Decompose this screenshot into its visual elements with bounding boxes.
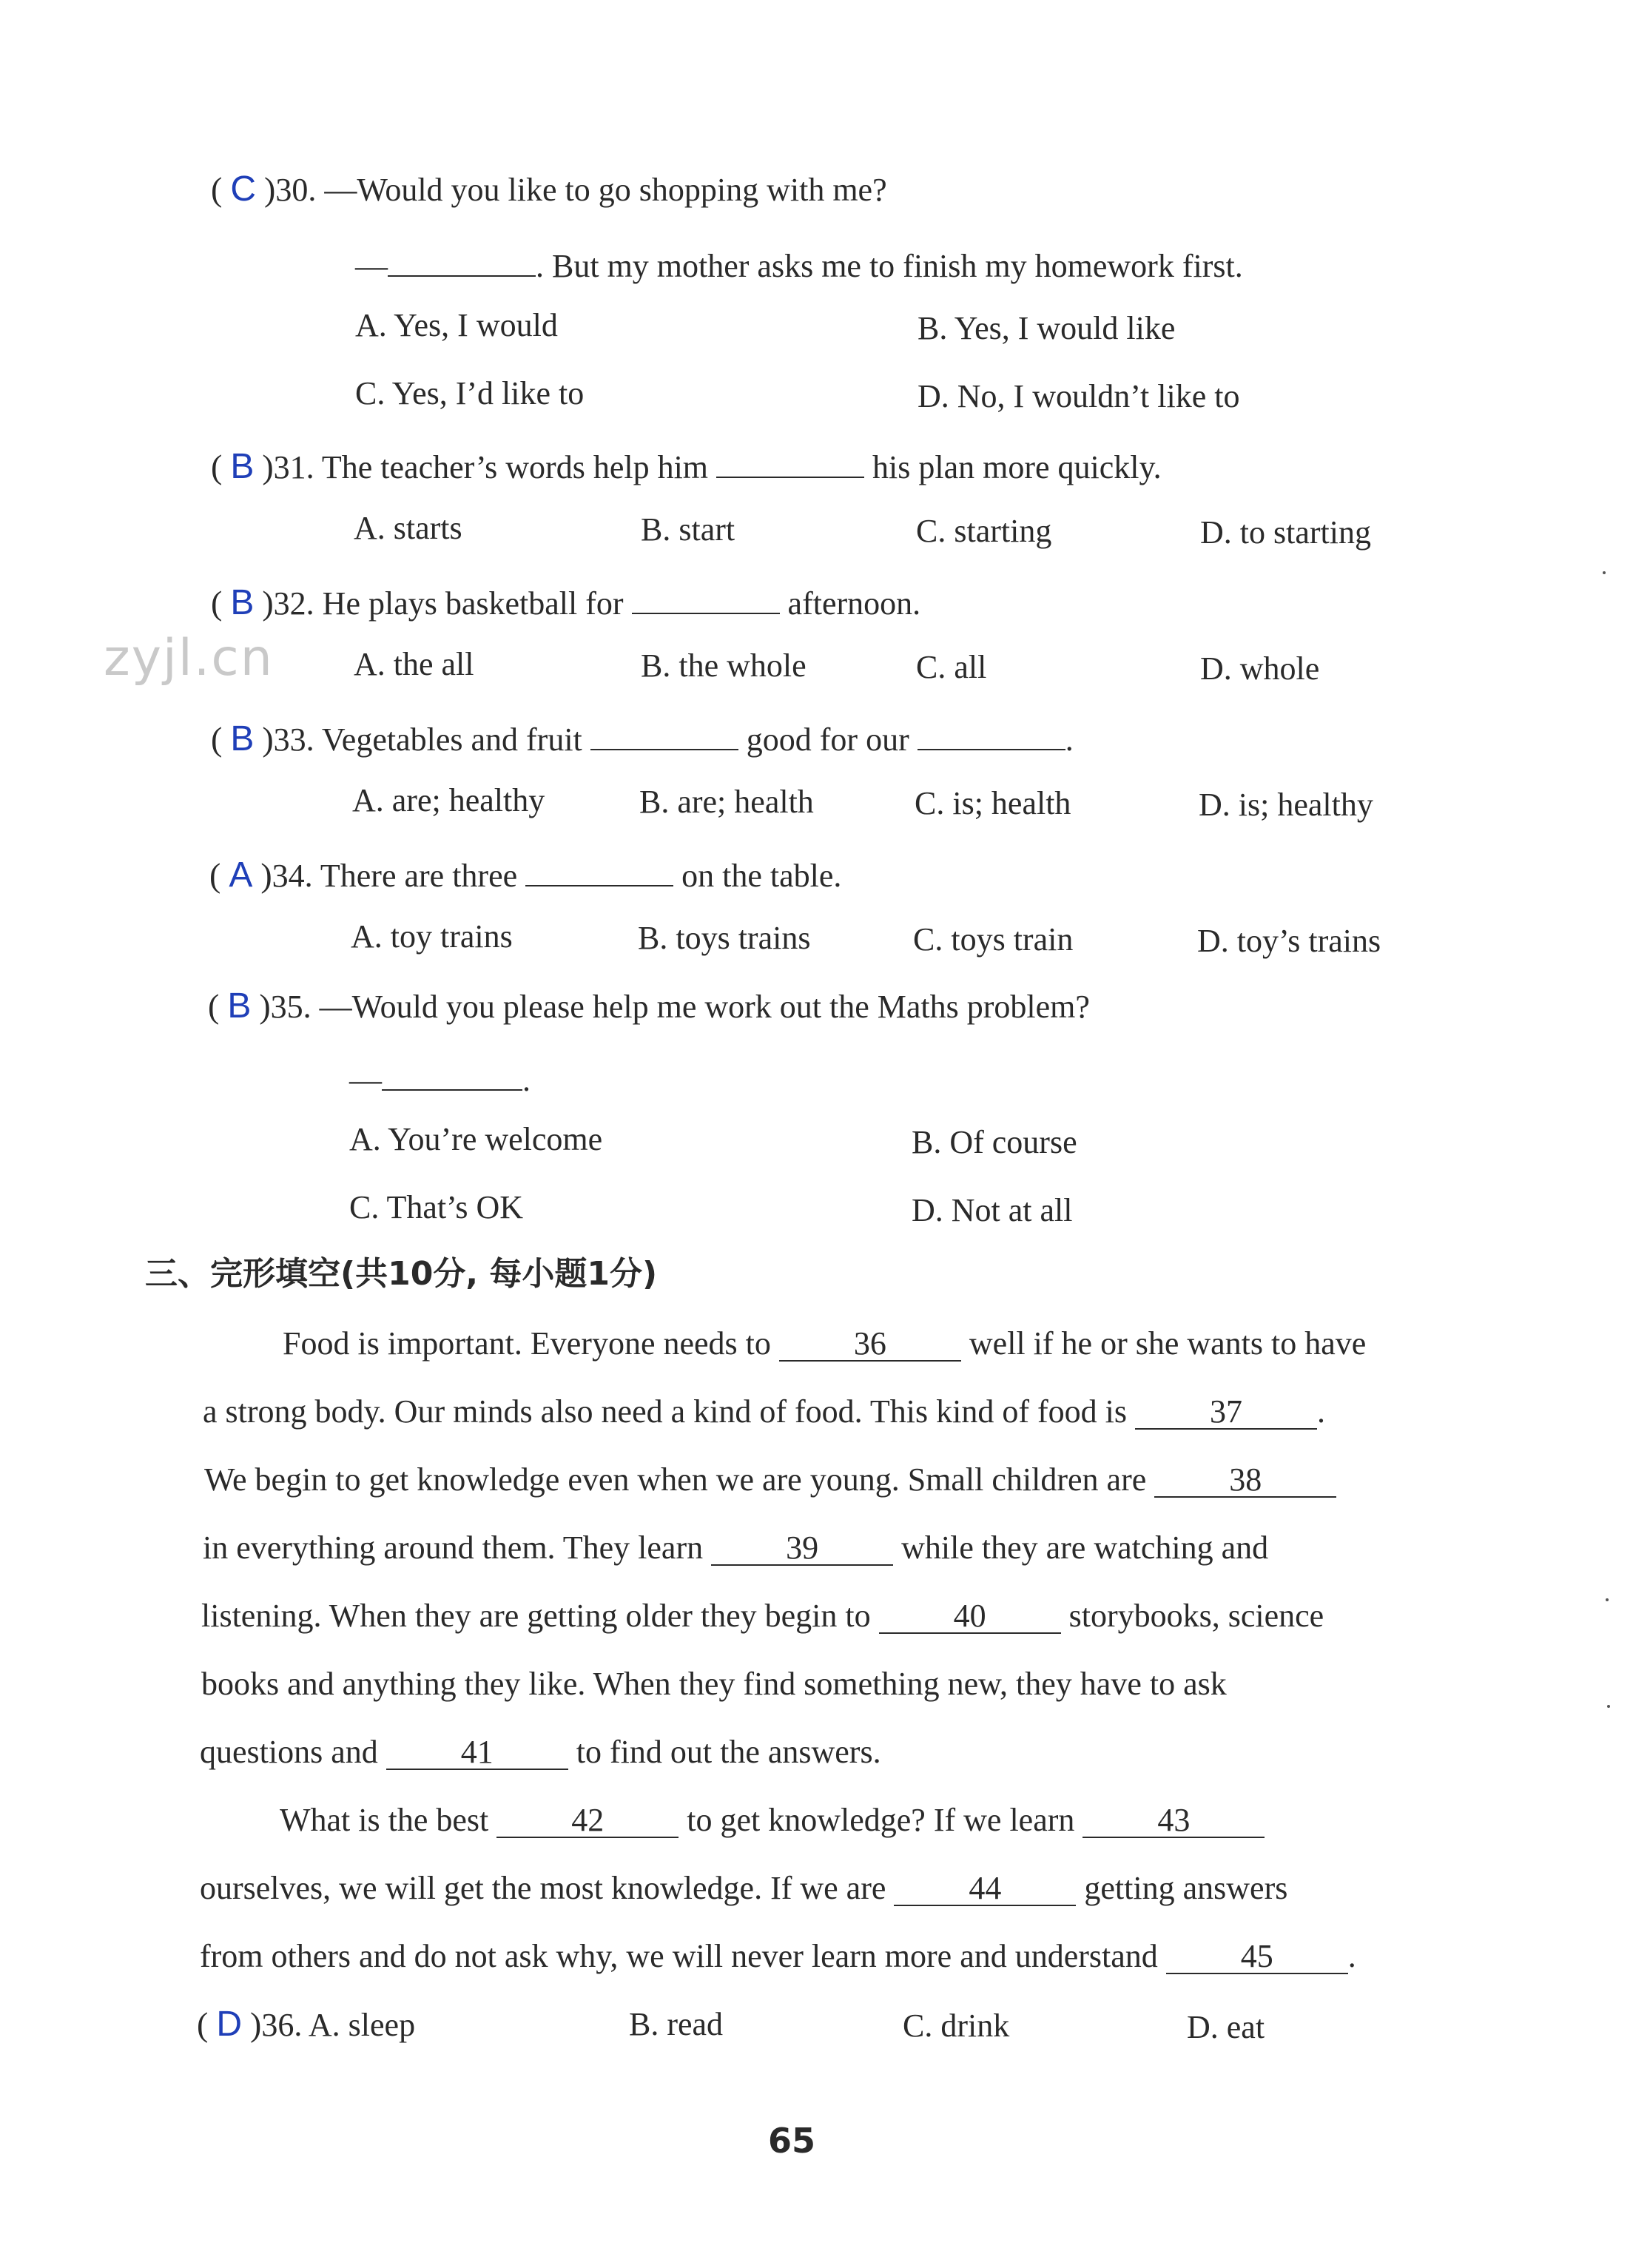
option-c: C. all: [916, 649, 987, 685]
option-d: D. toy’s trains: [1197, 923, 1381, 959]
answer-blank: [382, 1057, 522, 1091]
cloze-blank-45: 45: [1166, 1940, 1348, 1974]
passage-line: listening. When they are getting older they begin to 40 storybooks, science: [201, 1598, 1324, 1634]
option-b: B. toys trains: [638, 920, 811, 956]
question-34: ( A )34. There are three on the table.: [209, 852, 841, 893]
passage-line: books and anything they like. When they find something new, they have to ask: [201, 1666, 1227, 1702]
option-a: A. toy trains: [351, 918, 513, 955]
answer-blank: [388, 243, 536, 277]
cloze-blank-41: 41: [386, 1736, 568, 1770]
question-number: 36.: [261, 2007, 303, 2043]
question-36: ( D )36. A. sleep: [197, 2005, 416, 2044]
passage-line: in everything around them. They learn 39 while they are watching and: [203, 1530, 1269, 1566]
option-c: C. drink: [903, 2008, 1010, 2044]
option-b: B. Of course: [912, 1124, 1077, 1160]
option-a: A. You’re welcome: [349, 1121, 603, 1157]
answer-32: B: [230, 583, 255, 622]
cloze-blank-36: 36: [779, 1328, 961, 1362]
answer-blank: [525, 852, 673, 886]
watermark: zyjl.cn: [104, 629, 274, 687]
passage-line: We begin to get knowledge even when we are young. Small children are 38: [204, 1464, 1336, 1498]
cloze-blank-40: 40: [879, 1600, 1061, 1634]
answer-blank: [716, 444, 864, 478]
option-a: A. starts: [354, 510, 462, 546]
question-33: ( B )33. Vegetables and fruit good for our .: [211, 716, 1074, 757]
option-b: B. read: [629, 2006, 724, 2042]
answer-36: D: [216, 2005, 242, 2044]
cloze-blank-37: 37: [1135, 1396, 1317, 1430]
scan-speck: [1606, 1598, 1609, 1601]
cloze-blank-44: 44: [894, 1872, 1076, 1906]
cloze-blank-38: 38: [1154, 1464, 1336, 1498]
option-b: B. are; health: [639, 784, 814, 820]
option-d: D. whole: [1200, 650, 1320, 687]
passage-line: Food is important. Everyone needs to 36 well if he or she wants to have: [283, 1325, 1367, 1362]
option-a: A. Yes, I would: [355, 307, 558, 343]
answer-35: B: [227, 986, 252, 1026]
question-30-line2: — . But my mother asks me to finish my homework first.: [355, 243, 1243, 283]
question-number: 31.: [273, 449, 314, 485]
option-d: D. eat: [1187, 2009, 1265, 2045]
answer-31: B: [230, 447, 255, 486]
passage-line: a strong body. Our minds also need a kind of food. This kind of food is 37 .: [203, 1393, 1325, 1430]
question-35-line2: — .: [349, 1057, 531, 1097]
question-number: 34.: [272, 858, 313, 894]
option-b: B. Yes, I would like: [917, 310, 1176, 346]
cloze-blank-42: 42: [496, 1804, 679, 1838]
cloze-blank-39: 39: [711, 1532, 893, 1566]
scan-speck: [1607, 1705, 1610, 1708]
option-a: A. sleep: [308, 2007, 416, 2043]
option-d: D. No, I wouldn’t like to: [917, 378, 1240, 414]
option-b: B. start: [641, 511, 735, 548]
answer-blank: [590, 716, 738, 750]
answer-blank: [917, 716, 1065, 750]
question-35: ( B )35. —Would you please help me work out the Maths problem?: [208, 986, 1090, 1026]
answer-34: A: [229, 855, 253, 895]
question-number: 33.: [273, 721, 314, 758]
option-b: B. the whole: [641, 647, 807, 684]
option-d: D. Not at all: [912, 1192, 1073, 1228]
question-text: —Would you like to go shopping with me?: [324, 172, 887, 208]
passage-line: What is the best 42 to get knowledge? If we learn 43: [280, 1804, 1265, 1838]
passage-line: ourselves, we will get the most knowledge. If we are 44 getting answers: [200, 1870, 1288, 1906]
option-c: C. starting: [916, 513, 1052, 549]
page-number: 65: [768, 2121, 816, 2161]
question-30: ( C )30. —Would you like to go shopping with me?: [211, 169, 887, 209]
question-number: 35.: [270, 989, 312, 1025]
question-number: 32.: [273, 585, 314, 622]
scan-speck: [1603, 571, 1606, 574]
option-a: A. are; healthy: [352, 782, 545, 818]
question-number: 30.: [275, 172, 317, 208]
answer-blank: [632, 580, 780, 614]
option-a: A. the all: [354, 646, 474, 682]
question-31: ( B )31. The teacher’s words help him his plan more quickly.: [211, 444, 1162, 485]
question-32: ( B )32. He plays basketball for afternoon.: [211, 580, 920, 621]
answer-30: C: [230, 169, 256, 209]
option-c: C. That’s OK: [349, 1189, 524, 1225]
option-d: D. is; healthy: [1199, 787, 1373, 823]
option-c: C. toys train: [913, 921, 1074, 958]
option-c: C. Yes, I’d like to: [355, 375, 585, 411]
question-text: —Would you please help me work out the Maths problem?: [319, 989, 1090, 1025]
option-c: C. is; health: [915, 785, 1071, 821]
answer-33: B: [230, 719, 255, 758]
option-d: D. to starting: [1200, 514, 1371, 551]
cloze-blank-43: 43: [1083, 1804, 1265, 1838]
section-heading: 三、完形填空(共10分, 每小题1分): [145, 1255, 658, 1293]
passage-line: from others and do not ask why, we will never learn more and understand 45 .: [200, 1938, 1356, 1974]
passage-line: questions and 41 to find out the answers.: [200, 1734, 881, 1770]
